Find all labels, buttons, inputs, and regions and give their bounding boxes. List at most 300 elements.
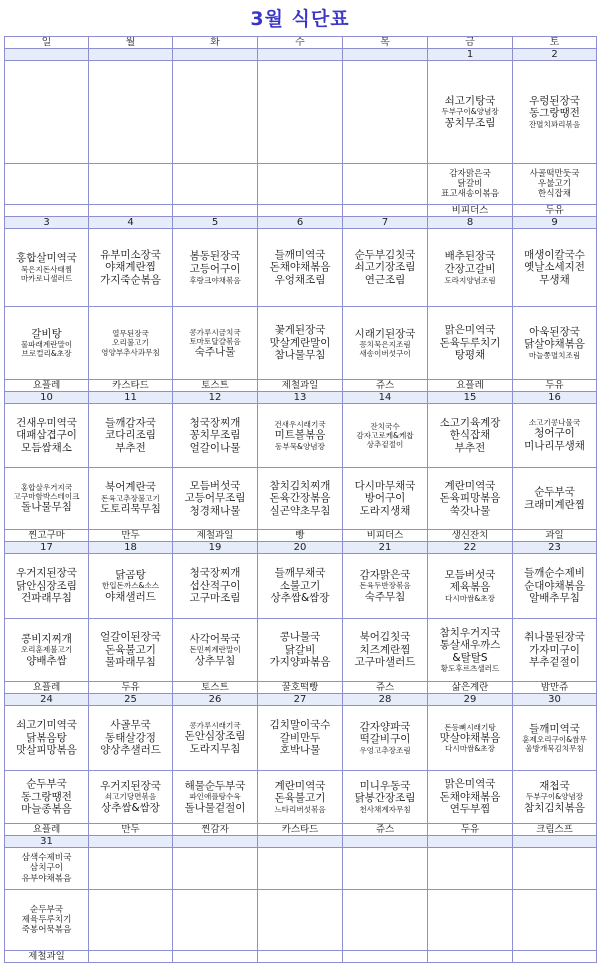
weekday-mon: 월 — [89, 37, 173, 49]
dinner-cell — [428, 307, 513, 380]
dinner-row — [5, 307, 597, 380]
menu-item: 양배추쌈 — [26, 654, 67, 667]
dinner-row — [5, 771, 597, 824]
menu-item: 죽봉어묵볶음 — [21, 925, 72, 936]
menu-item: 쇠고기장조림 — [354, 261, 416, 274]
dinner-cell — [5, 307, 89, 380]
dinner-cell — [89, 468, 173, 530]
menu-item: 꽁치무조림 — [444, 116, 496, 129]
lunch-cell — [513, 61, 597, 164]
lunch-cell — [258, 554, 343, 619]
dinner-cell — [173, 619, 258, 682]
menu-item: 돈육피망볶음 — [439, 492, 501, 505]
date-number — [428, 836, 513, 848]
menu-item: 삼색수제비국 — [21, 853, 72, 864]
lunch-cell — [173, 229, 258, 307]
date-number: 4 — [89, 217, 173, 229]
snack-row — [5, 380, 597, 392]
dinner-cell — [173, 468, 258, 530]
snack-row — [5, 205, 597, 217]
date-number: 23 — [513, 542, 597, 554]
meal-calendar — [4, 36, 597, 963]
lunch-row — [5, 848, 597, 890]
dinner-cell — [5, 619, 89, 682]
lunch-cell — [89, 706, 173, 771]
date-number — [258, 49, 343, 61]
date-number — [343, 49, 428, 61]
menu-item: 사골무국 — [110, 719, 151, 732]
date-number: 10 — [5, 392, 89, 404]
menu-item: 묵은지돈사태찜 — [20, 264, 73, 274]
menu-item: 동그랑땡전 — [21, 790, 72, 803]
menu-item: 쇠고기당면볶음 — [104, 792, 157, 802]
date-number — [173, 49, 258, 61]
lunch-cell — [5, 61, 89, 164]
menu-item: 사각어묵국 — [189, 632, 241, 645]
menu-item: 건새우미역국 — [16, 416, 77, 429]
date-number: 28 — [343, 694, 428, 706]
menu-item: 부추전 — [454, 441, 486, 454]
date-number: 9 — [513, 217, 597, 229]
lunch-row — [5, 404, 597, 468]
menu-item: 콩가루시금치국 — [189, 327, 241, 337]
lunch-cell — [258, 404, 343, 468]
snack-cell: 밤만쥬 — [513, 682, 597, 694]
date-number: 3 — [5, 217, 89, 229]
lunch-cell — [513, 554, 597, 619]
lunch-cell — [343, 554, 428, 619]
date-number: 21 — [343, 542, 428, 554]
lunch-cell — [343, 229, 428, 307]
menu-item: 대패삼겹구이 — [16, 429, 77, 442]
menu-item: 건새우시래기국 — [274, 420, 326, 430]
snack-cell: 꿀호떡빵 — [258, 682, 343, 694]
snack-cell — [428, 951, 513, 963]
snack-cell: 요플레 — [5, 824, 89, 836]
menu-item: 돌나물무침 — [21, 501, 72, 514]
lunch-cell — [5, 404, 89, 468]
dinner-cell — [5, 164, 89, 205]
menu-item: 섭산적구이 — [189, 579, 241, 592]
lunch-cell — [258, 61, 343, 164]
menu-item: 실곤약초무침 — [269, 504, 331, 517]
snack-cell — [513, 951, 597, 963]
dinner-row — [5, 619, 597, 682]
dinner-cell — [89, 307, 173, 380]
dinner-cell — [343, 619, 428, 682]
menu-item: 무생채 — [539, 273, 570, 286]
snack-cell: 만두 — [89, 824, 173, 836]
menu-item: 코다리조림 — [105, 429, 156, 442]
menu-item: 고구마조림 — [189, 592, 241, 605]
menu-item: 동태살강정 — [105, 731, 156, 744]
menu-item: 브로컬리&초장 — [21, 349, 72, 359]
menu-item: 북어계란국 — [105, 481, 156, 494]
snack-cell: 삶은계란 — [428, 682, 513, 694]
menu-item: 맛살야채볶음 — [439, 731, 501, 744]
dinner-row — [5, 890, 597, 951]
lunch-cell — [513, 404, 597, 468]
snack-cell: 제철과일 — [258, 380, 343, 392]
menu-item: 아욱된장국 — [529, 325, 580, 338]
menu-item: 통살새우까스 — [439, 639, 501, 652]
menu-item: 숙주나물 — [194, 345, 236, 358]
menu-item: 우거지된장국 — [16, 567, 77, 580]
snack-cell: 제철과일 — [173, 530, 258, 542]
lunch-cell — [513, 706, 597, 771]
menu-item: 옛날소세지전 — [524, 261, 585, 274]
menu-item: 고구마함박스테이크 — [13, 492, 80, 502]
menu-item: 울방개묵김치무침 — [525, 744, 584, 754]
lunch-cell — [428, 706, 513, 771]
dinner-cell — [513, 890, 597, 951]
menu-item: 참나물무침 — [274, 349, 326, 362]
menu-item: 청국장찌개 — [189, 567, 241, 580]
snack-cell: 빵 — [258, 530, 343, 542]
lunch-cell — [89, 404, 173, 468]
snack-row — [5, 530, 597, 542]
menu-item: 파인애플탕수육 — [189, 792, 241, 802]
menu-item: 한식잡채 — [537, 189, 572, 200]
menu-item: 도토리묵무침 — [100, 503, 161, 516]
snack-cell: 두유 — [89, 682, 173, 694]
menu-item: 도라지양념조림 — [444, 275, 496, 285]
weekday-tue: 화 — [173, 37, 258, 49]
date-number: 30 — [513, 694, 597, 706]
lunch-cell — [513, 229, 597, 307]
snack-cell: 쥬스 — [343, 824, 428, 836]
menu-item: 건파래무침 — [21, 592, 72, 605]
menu-item: 느타리버섯볶음 — [274, 805, 326, 815]
menu-item: 방어구이 — [364, 492, 406, 505]
menu-item: 배추된장국 — [444, 250, 496, 263]
menu-item: 유부야채볶음 — [21, 873, 72, 884]
menu-item: 동부묵&양념장 — [275, 441, 325, 451]
menu-item: 돈육두루치기 — [439, 336, 501, 349]
menu-item: 순두부국 — [534, 485, 575, 498]
lunch-cell — [428, 404, 513, 468]
menu-item: 닭봉간장조림 — [354, 792, 416, 805]
menu-item: 잔치국수 — [370, 421, 400, 431]
menu-item: 콩비지찌개 — [21, 632, 72, 645]
menu-item: 연근조림 — [364, 273, 406, 286]
menu-item: 북어김칫국 — [359, 631, 411, 644]
snack-cell: 생신잔치 — [428, 530, 513, 542]
menu-item: 숙주무침 — [364, 590, 406, 603]
dinner-cell — [173, 307, 258, 380]
menu-item: 돌나물겉절이 — [184, 801, 246, 814]
menu-item: 열무된장국 — [112, 329, 149, 339]
dinner-cell — [5, 468, 89, 530]
menu-item: 해물순두부국 — [184, 779, 246, 792]
menu-item: 후랑크야채볶음 — [189, 275, 241, 285]
dinner-cell — [513, 771, 597, 824]
date-number — [343, 836, 428, 848]
menu-item: 다시마쌈&초장 — [445, 744, 495, 754]
menu-item: 콩가루시래기국 — [189, 720, 241, 730]
dinner-cell — [89, 619, 173, 682]
menu-item: 크래미계란찜 — [524, 498, 585, 511]
menu-item: 호박나물 — [279, 744, 321, 757]
menu-item: 고등어구이 — [189, 262, 241, 275]
date-row — [5, 217, 597, 229]
lunch-cell — [5, 706, 89, 771]
dinner-cell — [428, 164, 513, 205]
lunch-cell — [258, 848, 343, 890]
dinner-cell — [343, 468, 428, 530]
snack-cell — [5, 205, 89, 217]
menu-item: 오리훈제불고기 — [20, 645, 73, 655]
snack-cell: 카스타드 — [258, 824, 343, 836]
menu-item: 들깨미역국 — [529, 722, 580, 735]
menu-item: 간장고갈비 — [444, 262, 496, 275]
date-number: 24 — [5, 694, 89, 706]
menu-item: 다시마무채국 — [354, 479, 416, 492]
lunch-row — [5, 706, 597, 771]
menu-item: 맛살피망볶음 — [16, 744, 77, 757]
dinner-cell — [5, 890, 89, 951]
menu-item: 훈제오리구이&쌈무 — [522, 735, 587, 745]
menu-item: 가지죽순볶음 — [100, 273, 161, 286]
weekday-sat: 토 — [513, 37, 597, 49]
date-number: 11 — [89, 392, 173, 404]
lunch-cell — [513, 848, 597, 890]
date-row — [5, 836, 597, 848]
dinner-cell — [89, 771, 173, 824]
date-number: 7 — [343, 217, 428, 229]
menu-item: 표고새송이볶음 — [440, 189, 500, 200]
menu-item: 참치김치찌개 — [269, 479, 331, 492]
menu-item: 맛살계란말이 — [269, 336, 331, 349]
snack-row — [5, 682, 597, 694]
menu-item: 돈채야채볶음 — [269, 261, 331, 274]
date-number: 6 — [258, 217, 343, 229]
snack-cell — [343, 205, 428, 217]
menu-item: 모듬쌈채소 — [21, 441, 72, 454]
lunch-cell — [173, 706, 258, 771]
menu-item: 동그랑땡전 — [529, 107, 580, 120]
menu-item: 소불고기 — [279, 579, 321, 592]
menu-item: 계란미역국 — [274, 779, 326, 792]
date-number: 26 — [173, 694, 258, 706]
menu-item: 새송이버섯구이 — [359, 349, 411, 359]
menu-item: 감자맑은국 — [359, 568, 411, 581]
lunch-cell — [173, 848, 258, 890]
date-number: 31 — [5, 836, 89, 848]
menu-item: 들깨무채국 — [274, 567, 326, 580]
menu-item: 도라지생채 — [359, 504, 411, 517]
lunch-cell — [258, 229, 343, 307]
snack-cell: 찐감자 — [173, 824, 258, 836]
snack-cell: 쥬스 — [343, 682, 428, 694]
snack-cell: 크림스프 — [513, 824, 597, 836]
dinner-row — [5, 164, 597, 205]
dinner-cell — [258, 890, 343, 951]
calendar-body — [5, 49, 597, 963]
weekday-wed: 수 — [258, 37, 343, 49]
menu-item: 우거지된장국 — [100, 779, 161, 792]
dinner-cell — [428, 771, 513, 824]
lunch-cell — [89, 229, 173, 307]
snack-cell: 비피더스 — [343, 530, 428, 542]
menu-item: 황도후르츠샐러드 — [440, 664, 500, 674]
date-number: 15 — [428, 392, 513, 404]
snack-cell: 두유 — [513, 205, 597, 217]
menu-item: 돈등뼈시래기탕 — [444, 722, 496, 732]
snack-row — [5, 951, 597, 963]
lunch-cell — [343, 61, 428, 164]
menu-item: 치즈계란찜 — [359, 643, 411, 656]
lunch-cell — [428, 554, 513, 619]
snack-cell: 찐고구마 — [5, 530, 89, 542]
lunch-cell — [428, 848, 513, 890]
menu-item: 가지양파볶음 — [269, 656, 331, 669]
date-number: 27 — [258, 694, 343, 706]
menu-item: 잔멸치꽈리볶음 — [528, 120, 581, 130]
lunch-row — [5, 229, 597, 307]
menu-item: 천사채계자무침 — [359, 805, 411, 815]
menu-item: 청어구이 — [534, 427, 575, 440]
menu-item: 양상추샐러드 — [100, 744, 161, 757]
menu-item: 봄동된장국 — [189, 250, 241, 263]
snack-cell: 비피더스 — [428, 205, 513, 217]
date-number: 19 — [173, 542, 258, 554]
menu-item: 닭곰탕 — [115, 568, 146, 581]
menu-item: 우엉고추장조림 — [359, 746, 411, 756]
menu-item: 취나물된장국 — [524, 631, 585, 644]
date-number: 18 — [89, 542, 173, 554]
snack-cell: 만두 — [89, 530, 173, 542]
snack-cell: 요플레 — [5, 682, 89, 694]
menu-item: 시래기된장국 — [354, 327, 416, 340]
menu-item: 감자맑은국 — [449, 168, 491, 179]
dinner-cell — [513, 619, 597, 682]
menu-item: 가자미구이 — [529, 643, 580, 656]
snack-row — [5, 824, 597, 836]
lunch-cell — [173, 404, 258, 468]
date-number: 12 — [173, 392, 258, 404]
menu-item: 순대야채볶음 — [524, 579, 585, 592]
lunch-cell — [5, 229, 89, 307]
menu-item: 순두부김칫국 — [354, 248, 416, 261]
dinner-cell — [513, 164, 597, 205]
menu-item: 순두부국 — [29, 904, 64, 915]
dinner-cell — [258, 771, 343, 824]
menu-item: 닭볶음탕 — [26, 731, 67, 744]
date-number: 29 — [428, 694, 513, 706]
dinner-cell — [173, 890, 258, 951]
date-number: 22 — [428, 542, 513, 554]
date-number: 5 — [173, 217, 258, 229]
date-number — [513, 836, 597, 848]
dinner-cell — [428, 890, 513, 951]
date-number — [89, 836, 173, 848]
menu-item: 도라지무침 — [189, 742, 241, 755]
menu-item: 미트볼볶음 — [274, 429, 326, 442]
menu-item: 계란미역국 — [444, 479, 496, 492]
menu-item: 미나리무생채 — [524, 440, 585, 453]
menu-item: 부추전 — [115, 441, 146, 454]
snack-cell — [258, 951, 343, 963]
menu-item: 참치김치볶음 — [524, 801, 585, 814]
menu-item: 닭갈비 — [284, 643, 316, 656]
menu-item: 김치말이국수 — [269, 719, 331, 732]
menu-item: 오리불고기 — [112, 338, 149, 348]
menu-item: 사골떡만둣국 — [529, 168, 580, 179]
menu-item: 마카로니샐러드 — [20, 273, 73, 283]
weekday-fri: 금 — [428, 37, 513, 49]
menu-item: 한식잡채 — [449, 429, 491, 442]
menu-item: 다시마쌈&초장 — [445, 594, 495, 604]
menu-item: 제육볶음 — [449, 581, 491, 594]
menu-item: 제육두루치기 — [21, 914, 72, 925]
dinner-cell — [343, 890, 428, 951]
dinner-cell — [513, 307, 597, 380]
menu-item: 감자고로케&케찹 — [356, 430, 414, 440]
menu-item: 야채샐러드 — [105, 590, 156, 603]
menu-item: 홍합살미역국 — [16, 252, 77, 265]
menu-item: 꽁치묵은지조림 — [359, 340, 411, 350]
page-title: 3월 식단표 — [250, 8, 350, 30]
dinner-cell — [258, 164, 343, 205]
snack-cell: 제철과일 — [5, 951, 89, 963]
menu-item: 돈채야채볶음 — [439, 790, 501, 803]
menu-item: 토마토달걀볶음 — [189, 336, 241, 346]
lunch-cell — [343, 848, 428, 890]
lunch-cell — [428, 61, 513, 164]
dinner-cell — [258, 307, 343, 380]
menu-item: 소고기콩나물국 — [528, 418, 581, 428]
menu-item: 얼갈이나물 — [189, 441, 241, 454]
snack-cell: 요플레 — [5, 380, 89, 392]
menu-item: 상추쌈&쌈장 — [101, 801, 160, 814]
menu-item: 한입돈까스&소스 — [101, 581, 160, 591]
menu-item: 상추쌈&쌈장 — [270, 592, 330, 605]
date-number: 17 — [5, 542, 89, 554]
lunch-cell — [258, 706, 343, 771]
menu-item: 참치우거지국 — [439, 626, 501, 639]
snack-cell: 카스타드 — [89, 380, 173, 392]
menu-item: 청경채나물 — [189, 504, 241, 517]
menu-item: 맑은미역국 — [444, 778, 496, 791]
snack-cell: 토스트 — [173, 380, 258, 392]
menu-item: 연두부찜 — [449, 803, 491, 816]
menu-item: 얼갈이된장국 — [100, 631, 161, 644]
menu-item: 돈안심장조림 — [184, 729, 246, 742]
snack-cell: 토스트 — [173, 682, 258, 694]
lunch-cell — [428, 229, 513, 307]
menu-item: 홍합살우거지국 — [20, 483, 73, 493]
menu-item: 매생이칼국수 — [524, 248, 585, 261]
lunch-cell — [173, 61, 258, 164]
weekday-sun: 일 — [5, 37, 89, 49]
menu-item: 콩나물국 — [279, 631, 321, 644]
menu-item: 돈민찌계란말이 — [189, 645, 241, 655]
menu-item: &탈탈S — [452, 651, 488, 664]
menu-item: 떡갈비구이 — [359, 733, 411, 746]
dinner-cell — [343, 164, 428, 205]
snack-cell: 요플레 — [428, 380, 513, 392]
menu-item: 알배추무침 — [529, 592, 580, 605]
dinner-cell — [258, 619, 343, 682]
menu-item: 돈육불고기 — [274, 792, 326, 805]
menu-item: 감자양파국 — [359, 720, 411, 733]
menu-item: 삼치구이 — [29, 863, 64, 874]
menu-item: 청국장찌개 — [189, 416, 241, 429]
menu-item: 순두부국 — [26, 778, 67, 791]
date-number — [5, 49, 89, 61]
menu-item: 들깨순수제비 — [524, 567, 585, 580]
